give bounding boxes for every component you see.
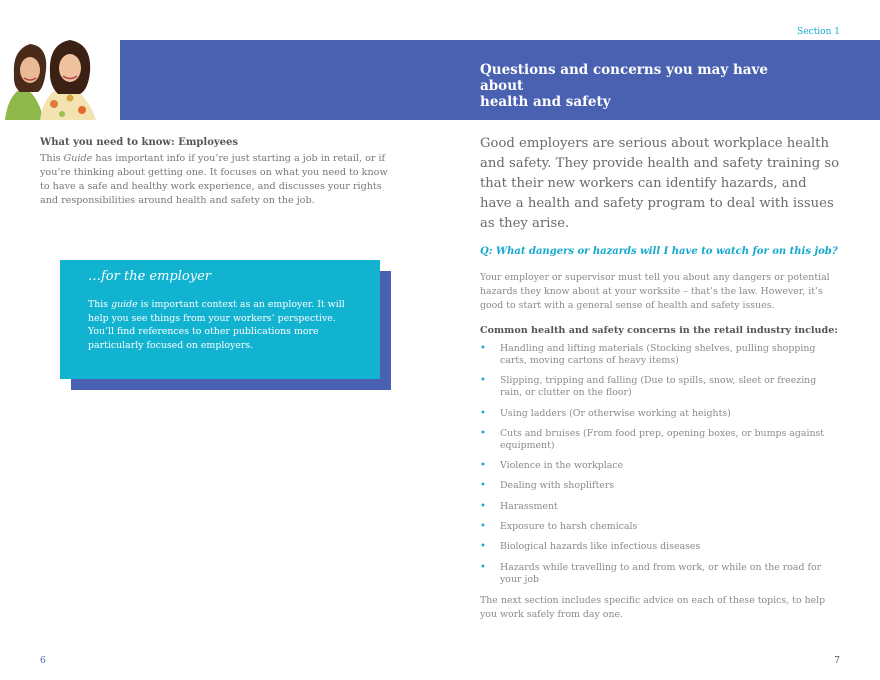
callout-italic: guide bbox=[111, 299, 138, 310]
bullet-icon: • bbox=[480, 407, 486, 419]
photo-illustration bbox=[0, 40, 120, 120]
employees-intro bbox=[40, 152, 400, 208]
list-item: • Dealing with shoplifters bbox=[480, 480, 615, 492]
callout-suffix: is important context as an employer. It will help you see things from your workers’ perspective. You’ll find references to other publications more particularly focused on employers. bbox=[88, 299, 345, 351]
list-item: • Exposure to harsh chemicals bbox=[480, 521, 638, 533]
page-number-right: 7 bbox=[834, 656, 840, 666]
left-column bbox=[40, 137, 400, 208]
list-item: • Violence in the workplace bbox=[480, 460, 624, 472]
list-item: • Hazards while travelling to and from work, or while on the road for your job bbox=[480, 561, 822, 585]
bullet-icon: • bbox=[480, 521, 486, 533]
title-line-2: health and safety bbox=[480, 94, 611, 110]
lead-paragraph: Good employers are serious about workplace health and safety. They provide health and safety training so that their new workers can identify hazards, and have a health and safety program to deal with issues as they arise. bbox=[480, 136, 840, 231]
callout-body bbox=[88, 298, 358, 352]
bullet-icon: • bbox=[480, 541, 486, 553]
answer-paragraph: Your employer or supervisor must tell you about any dangers or potential hazards they know about at your worksite – that’s the law. However, it’s good to start with a general sense of health and safety issues. bbox=[480, 272, 830, 311]
page-number-left: 6 bbox=[40, 656, 46, 666]
bullet-icon: • bbox=[480, 561, 486, 573]
section-label: Section 1 bbox=[797, 27, 840, 37]
list-item: • Cuts and bruises (From food prep, opening boxes, or bumps against equipment) bbox=[480, 427, 825, 451]
list-item: • Biological hazards like infectious diseases bbox=[480, 541, 701, 553]
callout-prefix: This bbox=[88, 299, 112, 310]
bullet-icon: • bbox=[480, 500, 486, 512]
title-line-1: Questions and concerns you may have about bbox=[480, 62, 768, 94]
list-item: • Slipping, tripping and falling (Due to spills, snow, sleet or freezing rain, or clutter on the floor) bbox=[480, 375, 817, 399]
two-women-photo bbox=[0, 40, 120, 120]
intro-italic: Guide bbox=[63, 153, 93, 164]
intro-prefix: This bbox=[40, 153, 64, 164]
closing-paragraph: The next section includes specific advice on each of these topics, to help you work safely from day one. bbox=[480, 594, 826, 620]
list-item: • Harassment bbox=[480, 500, 558, 512]
concerns-heading: Common health and safety concerns in the retail industry include: bbox=[480, 325, 838, 336]
bullet-icon: • bbox=[480, 460, 486, 472]
list-item: • Handling and lifting materials (Stocking shelves, pulling shopping carts, moving cartons of heavy items) bbox=[480, 343, 816, 366]
right-column bbox=[480, 134, 840, 634]
bullet-icon: • bbox=[480, 480, 486, 492]
bullet-icon: • bbox=[480, 343, 486, 354]
employer-callout-box bbox=[60, 260, 380, 379]
question-heading: Q: What dangers or hazards will I have to watch for on this job? bbox=[480, 246, 838, 257]
callout-title: …for the employer bbox=[88, 269, 211, 284]
employees-heading: What you need to know: Employees bbox=[40, 137, 239, 148]
bullet-icon: • bbox=[480, 375, 486, 387]
intro-suffix: has important info if you’re just starting a job in retail, or if you’re thinking about getting one. It focuses on what you need to know to have a safe and healthy work experience, and discusses your rights and responsibilities around health and safety on the job. bbox=[40, 153, 388, 206]
header-banner bbox=[120, 40, 880, 120]
bullet-icon: • bbox=[480, 427, 486, 439]
concerns-list bbox=[480, 343, 840, 586]
page-title bbox=[480, 62, 800, 110]
list-item: • Using ladders (Or otherwise working at heights) bbox=[480, 407, 731, 419]
